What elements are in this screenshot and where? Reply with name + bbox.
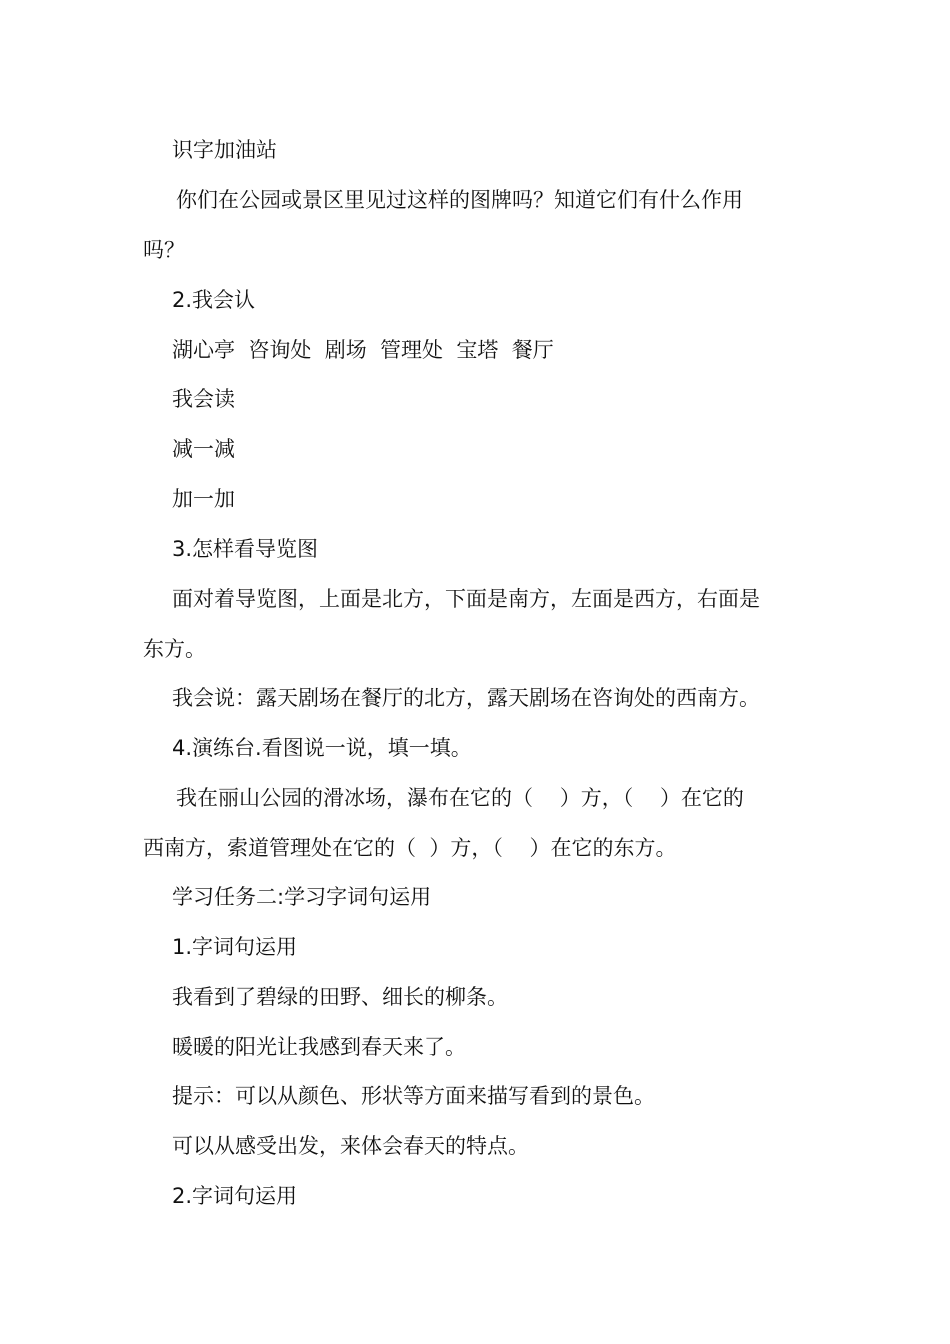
- heading-word-sentence-use-1: 1.字词句运用: [172, 935, 298, 959]
- heading-word-sentence-use-2: 2.字词句运用: [172, 1184, 298, 1208]
- hint-text-continued: 可以从感受出发，来体会春天的特点。: [172, 1134, 529, 1158]
- paragraph-fill-blanks: 我在丽山公园的滑冰场，瀑布在它的（ ）方，（ ）在它的: [176, 786, 744, 810]
- paragraph-i-can-say: 我会说：露天剧场在餐厅的北方，露天剧场在咨询处的西南方。: [172, 686, 760, 710]
- heading-i-can-recognize: 2.我会认: [172, 288, 256, 312]
- example-sentence-1: 我看到了碧绿的田野、细长的柳条。: [172, 985, 508, 1009]
- example-sentence-2: 暖暖的阳光让我感到春天来了。: [172, 1035, 466, 1059]
- paragraph-question-continued: 吗？: [143, 238, 185, 262]
- hint-text: 提示：可以从颜色、形状等方面来描写看到的景色。: [172, 1084, 655, 1108]
- heading-practice: 4.演练台.看图说一说，填一填。: [172, 736, 472, 760]
- label-subtract: 减一减: [172, 437, 235, 461]
- heading-literacy-station: 识字加油站: [172, 138, 277, 162]
- word-list: 湖心亭 咨询处 剧场 管理处 宝塔 餐厅: [172, 338, 554, 362]
- heading-read-guide-map: 3.怎样看导览图: [172, 537, 319, 561]
- paragraph-fill-blanks-continued: 西南方，索道管理处在它的（ ）方，（ ）在它的东方。: [143, 836, 677, 860]
- paragraph-directions-continued: 东方。: [143, 637, 206, 661]
- paragraph-directions: 面对着导览图，上面是北方，下面是南方，左面是西方，右面是: [172, 587, 760, 611]
- label-i-can-read: 我会读: [172, 387, 235, 411]
- heading-learning-task-two: 学习任务二:学习字词句运用: [172, 885, 432, 909]
- label-add: 加一加: [172, 487, 235, 511]
- paragraph-question: 你们在公园或景区里见过这样的图牌吗？知道它们有什么作用: [176, 188, 743, 212]
